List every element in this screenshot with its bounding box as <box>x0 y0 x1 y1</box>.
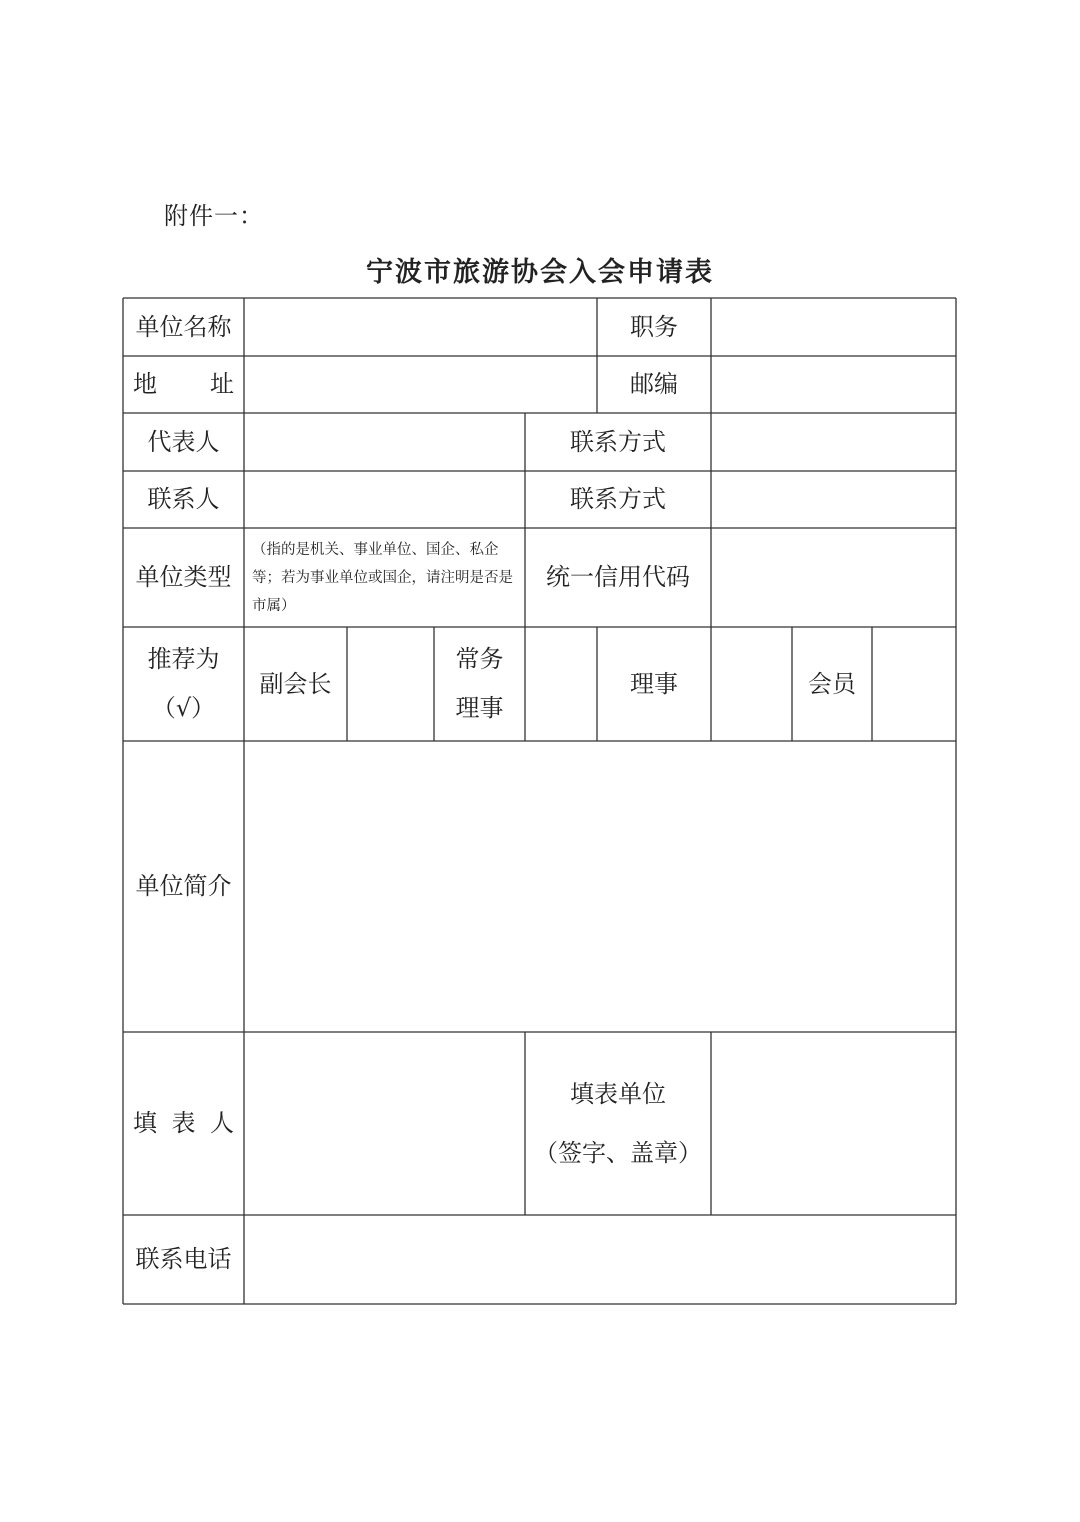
unit-name-label: 单位名称 <box>135 312 232 341</box>
position-label: 职务 <box>630 312 678 341</box>
filler-unit-label <box>525 1032 711 1215</box>
contact-person-label: 联系人 <box>147 485 220 514</box>
director-label: 理事 <box>630 669 678 698</box>
standing-director-label <box>434 627 525 741</box>
address-label-char-2: 址 <box>210 370 234 399</box>
director-checkbox[interactable] <box>711 627 792 741</box>
contact-person-field[interactable] <box>244 471 525 528</box>
filler-label-char-3: 人 <box>210 1109 234 1138</box>
position-field[interactable] <box>711 298 956 356</box>
recommend-label-line2: （√） <box>151 694 216 722</box>
phone-label: 联系电话 <box>135 1245 232 1274</box>
standing-director-checkbox[interactable] <box>525 627 597 741</box>
recommend-label-line1: 推荐为 <box>147 645 220 674</box>
filler-label-char-2: 表 <box>171 1109 196 1138</box>
member-label: 会员 <box>808 669 856 698</box>
standing-director-line1: 常务 <box>455 645 504 674</box>
representative-contact-label: 联系方式 <box>570 427 666 456</box>
address-label <box>123 356 244 413</box>
intro-label: 单位简介 <box>135 872 232 901</box>
contact-person-contact-label: 联系方式 <box>570 485 666 514</box>
postcode-field[interactable] <box>711 356 956 413</box>
member-checkbox[interactable] <box>872 627 956 741</box>
filler-label-char-1: 填 <box>133 1109 157 1138</box>
representative-label: 代表人 <box>147 427 220 456</box>
contact-person-contact-field[interactable] <box>711 471 956 528</box>
recommend-label <box>123 627 244 741</box>
address-field[interactable] <box>244 356 597 413</box>
unit-name-field[interactable] <box>244 298 597 356</box>
postcode-label: 邮编 <box>630 370 678 399</box>
filler-unit-line2: （签字、盖章） <box>534 1138 702 1167</box>
address-label-char-1: 地 <box>133 370 157 399</box>
representative-contact-field[interactable] <box>711 413 956 471</box>
filler-unit-sign-field[interactable] <box>711 1032 956 1215</box>
filler-field[interactable] <box>244 1032 525 1215</box>
filler-unit-line1: 填表单位 <box>570 1079 666 1108</box>
credit-code-label: 统一信用代码 <box>546 563 690 592</box>
intro-field[interactable] <box>244 741 956 1032</box>
representative-field[interactable] <box>244 413 525 471</box>
unit-type-note[interactable]: （指的是机关、事业单位、国企、私企等；若为事业单位或国企，请注明是否是市属） <box>252 542 513 614</box>
filler-label <box>123 1032 244 1215</box>
phone-field[interactable] <box>244 1215 956 1304</box>
attachment-label: 附件一： <box>164 202 264 230</box>
credit-code-field[interactable] <box>711 528 956 627</box>
vice-president-checkbox[interactable] <box>347 627 434 741</box>
standing-director-line2: 理事 <box>455 694 504 722</box>
form-title: 宁波市旅游协会入会申请表 <box>366 257 714 288</box>
vice-president-label: 副会长 <box>259 669 332 698</box>
unit-type-label: 单位类型 <box>135 563 232 592</box>
